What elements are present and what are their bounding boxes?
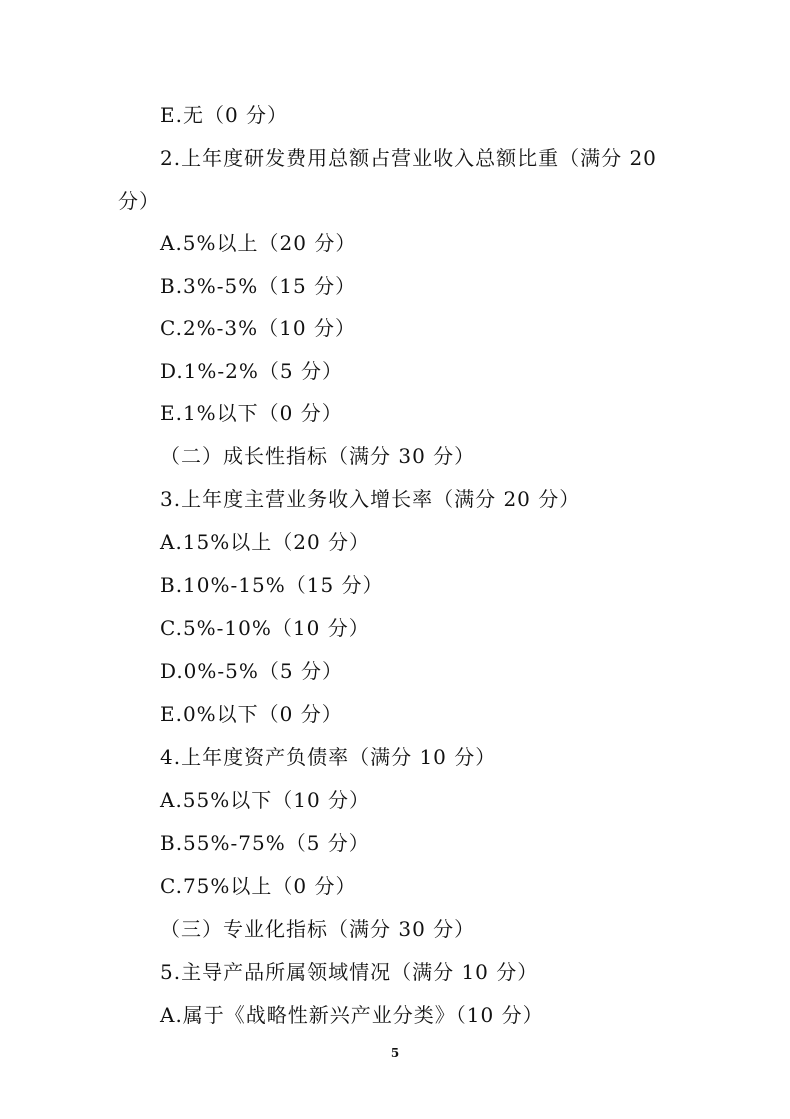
- option-line: E.无（0 分）: [160, 103, 289, 127]
- option-line: B.3%-5%（15 分）: [160, 274, 357, 298]
- section-heading: （三）专业化指标（满分 30 分）: [160, 917, 476, 941]
- question-line: 3.上年度主营业务收入增长率（满分 20 分）: [160, 487, 581, 511]
- option-line: C.75%以上（0 分）: [160, 874, 357, 898]
- section-heading: （二）成长性指标（满分 30 分）: [160, 444, 476, 468]
- option-line: A.15%以上（20 分）: [160, 530, 371, 554]
- question-line: 4.上年度资产负债率（满分 10 分）: [160, 745, 497, 769]
- question-line: 2.上年度研发费用总额占营业收入总额比重（满分 20: [160, 146, 657, 170]
- option-line: E.0%以下（0 分）: [160, 702, 343, 726]
- option-line: A.5%以上（20 分）: [160, 231, 357, 255]
- option-line: A.55%以下（10 分）: [160, 788, 371, 812]
- option-line: B.10%-15%（15 分）: [160, 573, 384, 597]
- option-line: D.1%-2%（5 分）: [160, 359, 343, 383]
- option-line: C.2%-3%（10 分）: [160, 316, 356, 340]
- option-line: D.0%-5%（5 分）: [160, 659, 343, 683]
- question-line-continued: 分）: [118, 189, 160, 213]
- option-line: A.属于《战略性新兴产业分类》（10 分）: [160, 1003, 544, 1027]
- page-number: 5: [390, 1046, 400, 1060]
- option-line: E.1%以下（0 分）: [160, 401, 343, 425]
- option-line: B.55%-75%（5 分）: [160, 831, 370, 855]
- question-line: 5.主导产品所属领域情况（满分 10 分）: [160, 960, 539, 984]
- option-line: C.5%-10%（10 分）: [160, 616, 370, 640]
